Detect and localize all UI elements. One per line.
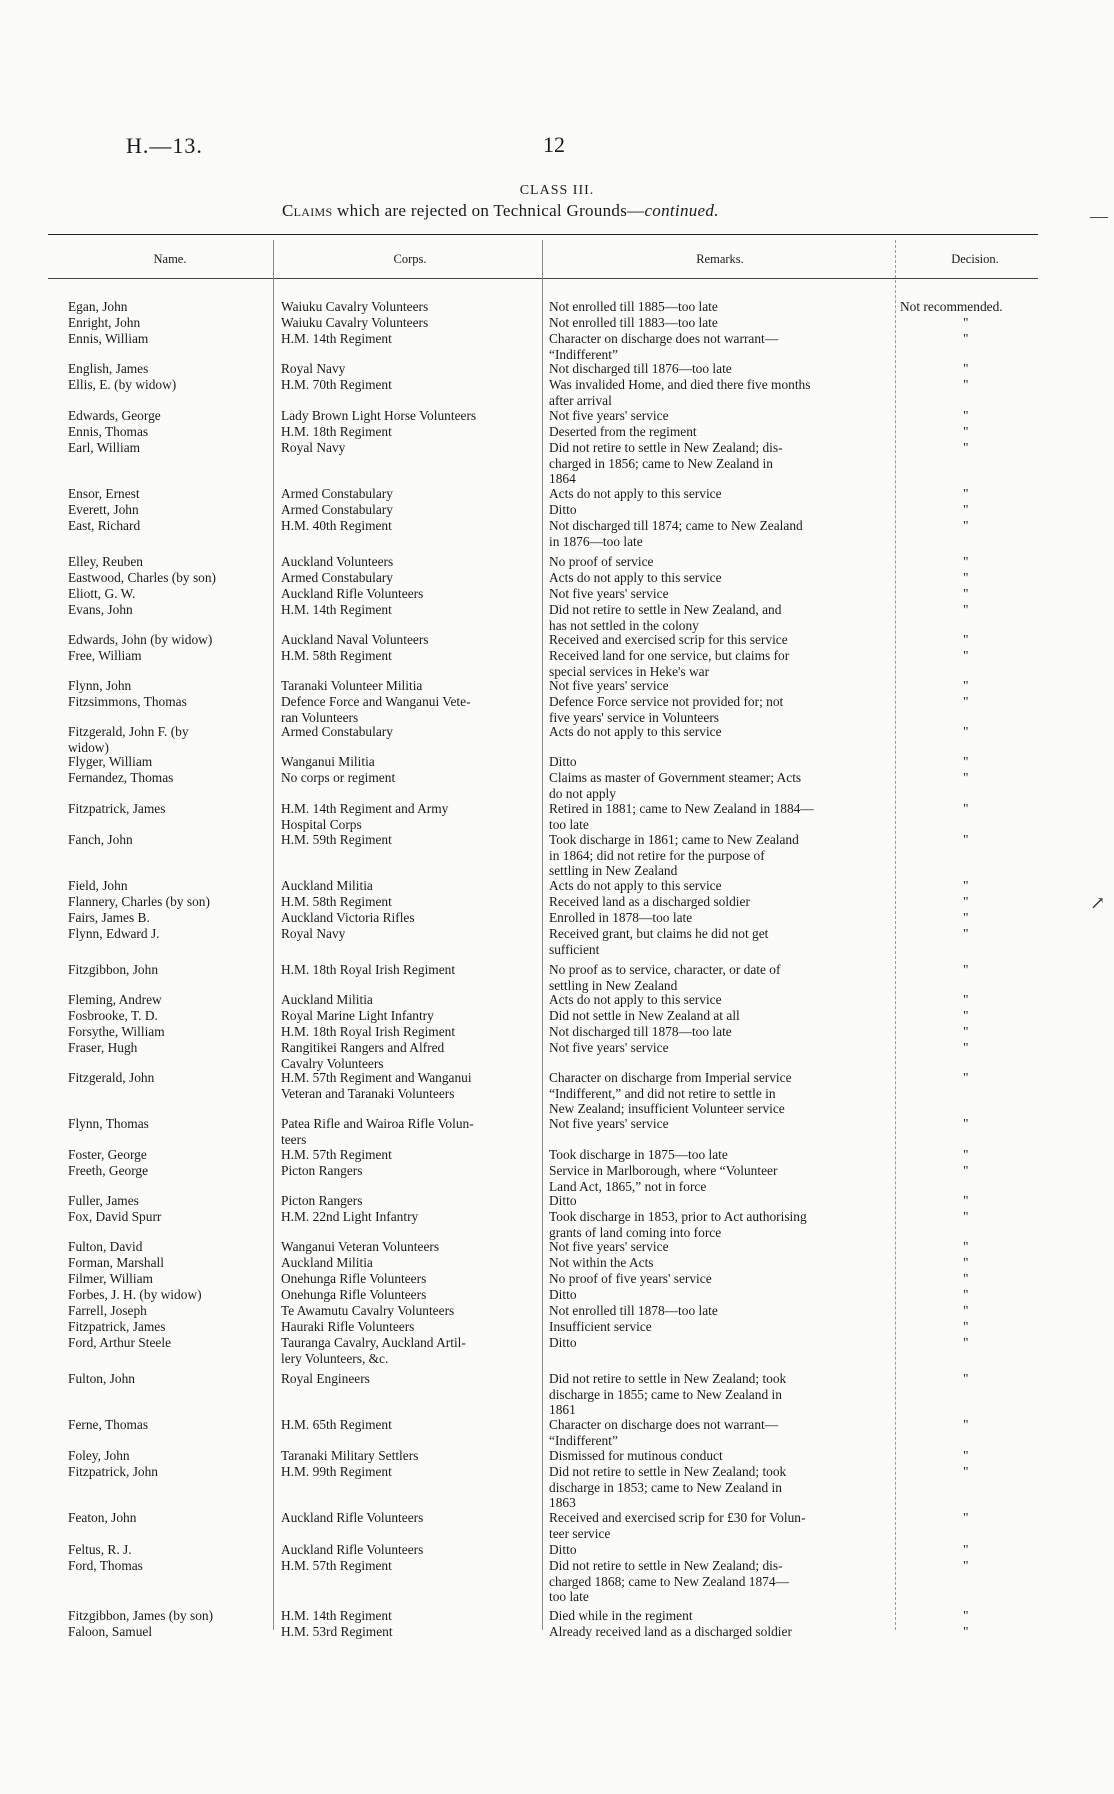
- row-decision: ": [963, 1542, 969, 1557]
- row-remarks: Deserted from the regiment: [549, 424, 697, 439]
- row-decision: ": [963, 1193, 969, 1208]
- row-name: Fitzgibbon, John: [68, 962, 159, 977]
- row-corps: H.M. 18th Royal Irish Regiment: [281, 962, 456, 977]
- row-remarks: Service in Marlborough, where “Volunteer Land Act, 1865,” not in force: [549, 1163, 778, 1194]
- row-remarks: Ditto: [549, 754, 577, 769]
- row-remarks: Acts do not apply to this service: [549, 992, 722, 1007]
- row-name: English, James: [68, 361, 149, 376]
- row-remarks: Acts do not apply to this service: [549, 878, 722, 893]
- row-name: Filmer, William: [68, 1271, 153, 1286]
- row-name: Forbes, J. H. (by widow): [68, 1287, 202, 1302]
- row-name: Ennis, William: [68, 331, 149, 346]
- row-decision: ": [963, 502, 969, 517]
- row-corps: H.M. 14th Regiment and Army Hospital Corps: [281, 801, 449, 832]
- row-remarks: Dismissed for mutinous conduct: [549, 1448, 723, 1463]
- row-decision: ": [963, 1558, 969, 1573]
- row-remarks: Did not retire to settle in New Zealand; took discharge in 1853; came to New Zealand in 1863: [549, 1464, 787, 1511]
- row-remarks: Not enrolled till 1878—too late: [549, 1303, 718, 1318]
- row-name: Fernandez, Thomas: [68, 770, 174, 785]
- row-decision: ": [963, 408, 969, 423]
- row-remarks: Defence Force service not provided for; not five years' service in Volunteers: [549, 694, 784, 725]
- row-name: Ford, Arthur Steele: [68, 1335, 172, 1350]
- row-decision: ": [963, 632, 969, 647]
- row-decision: ": [963, 1371, 969, 1386]
- row-name: Evans, John: [68, 602, 133, 617]
- row-remarks: Did not retire to settle in New Zealand; dis- charged 1868; came to New Zealand 1874— too late: [549, 1558, 789, 1605]
- row-name: Fosbrooke, T. D.: [68, 1008, 158, 1023]
- row-remarks: Claims as master of Government steamer; Acts do not apply: [549, 770, 802, 801]
- row-decision: ": [963, 1239, 969, 1254]
- row-remarks: Not five years' service: [549, 1239, 669, 1254]
- row-corps: H.M. 40th Regiment: [281, 518, 392, 533]
- row-remarks: Received grant, but claims he did not get sufficient: [549, 926, 769, 957]
- row-corps: Auckland Militia: [281, 1255, 373, 1270]
- row-remarks: Character on discharge does not warrant— “Indifferent”: [549, 331, 779, 362]
- row-decision: ": [963, 1448, 969, 1463]
- row-remarks: Did not settle in New Zealand at all: [549, 1008, 740, 1023]
- row-decision: ": [963, 1209, 969, 1224]
- row-remarks: Acts do not apply to this service: [549, 724, 722, 739]
- row-corps: Armed Constabulary: [281, 724, 393, 739]
- row-corps: Auckland Rifle Volunteers: [281, 586, 424, 601]
- row-name: Ennis, Thomas: [68, 424, 149, 439]
- row-name: Freeth, George: [68, 1163, 149, 1178]
- row-decision: ": [963, 518, 969, 533]
- row-decision: ": [963, 1163, 969, 1178]
- row-name: Everett, John: [68, 502, 139, 517]
- row-decision: ": [963, 1608, 969, 1623]
- row-decision: ": [963, 962, 969, 977]
- row-remarks: Did not retire to settle in New Zealand; took discharge in 1855; came to New Zealand in 1861: [549, 1371, 787, 1418]
- row-remarks: Acts do not apply to this service: [549, 570, 722, 585]
- row-remarks: Ditto: [549, 502, 577, 517]
- row-corps: H.M. 57th Regiment: [281, 1147, 392, 1162]
- row-corps: Auckland Militia: [281, 878, 373, 893]
- row-decision: ": [963, 832, 969, 847]
- row-name: Flannery, Charles (by son): [68, 894, 210, 909]
- row-name: East, Richard: [68, 518, 141, 533]
- row-decision: ": [963, 770, 969, 785]
- row-decision: Not recommended.: [900, 299, 1003, 314]
- row-name: Fitzpatrick, James: [68, 801, 166, 816]
- row-decision: ": [963, 1510, 969, 1525]
- row-corps: Onehunga Rifle Volunteers: [281, 1271, 427, 1286]
- row-corps: Waiuku Cavalry Volunteers: [281, 299, 429, 314]
- row-decision: ": [963, 377, 969, 392]
- row-remarks: Took discharge in 1875—too late: [549, 1147, 728, 1162]
- row-corps: Auckland Rifle Volunteers: [281, 1510, 424, 1525]
- row-remarks: Insufficient service: [549, 1319, 652, 1334]
- row-name: Edwards, George: [68, 408, 161, 423]
- row-decision: ": [963, 1464, 969, 1479]
- row-name: Forman, Marshall: [68, 1255, 164, 1270]
- row-remarks: Character on discharge does not warrant— “Indifferent”: [549, 1417, 779, 1448]
- row-decision: ": [963, 554, 969, 569]
- row-remarks: Received and exercised scrip for this service: [549, 632, 788, 647]
- row-decision: ": [963, 602, 969, 617]
- row-name: Fraser, Hugh: [68, 1040, 138, 1055]
- row-remarks: Not five years' service: [549, 1040, 669, 1055]
- row-decision: ": [963, 1147, 969, 1162]
- subtitle-continued: continued.: [644, 201, 719, 220]
- row-corps: Auckland Naval Volunteers: [281, 632, 429, 647]
- row-corps: Rangitikei Rangers and Alfred Cavalry Volunteers: [281, 1040, 445, 1071]
- row-decision: ": [963, 694, 969, 709]
- row-name: Fitzsimmons, Thomas: [68, 694, 187, 709]
- row-name: Fleming, Andrew: [68, 992, 162, 1007]
- row-name: Fuller, James: [68, 1193, 139, 1208]
- row-decision: ": [963, 440, 969, 455]
- row-name: Edwards, John (by widow): [68, 632, 213, 647]
- row-corps: Te Awamutu Cavalry Volunteers: [281, 1303, 455, 1318]
- row-name: Enright, John: [68, 315, 141, 330]
- row-name: Fairs, James B.: [68, 910, 150, 925]
- row-remarks: Retired in 1881; came to New Zealand in 1884— too late: [549, 801, 814, 832]
- row-corps: Wanganui Militia: [281, 754, 375, 769]
- row-corps: H.M. 18th Regiment: [281, 424, 392, 439]
- column-header-remarks: Remarks.: [696, 252, 744, 266]
- row-corps: Waiuku Cavalry Volunteers: [281, 315, 429, 330]
- row-name: Egan, John: [68, 299, 128, 314]
- row-corps: H.M. 57th Regiment: [281, 1558, 392, 1573]
- row-corps: Picton Rangers: [281, 1163, 363, 1178]
- row-name: Feltus, R. J.: [68, 1542, 132, 1557]
- page-reference: H.—13.: [126, 133, 203, 158]
- row-decision: ": [963, 878, 969, 893]
- row-remarks: No proof of five years' service: [549, 1271, 712, 1286]
- row-name: Eastwood, Charles (by son): [68, 570, 217, 585]
- row-name: Featon, John: [68, 1510, 137, 1525]
- row-remarks: Ditto: [549, 1335, 577, 1350]
- row-corps: Auckland Volunteers: [281, 554, 394, 569]
- row-corps: Royal Marine Light Infantry: [281, 1008, 434, 1023]
- row-corps: Auckland Rifle Volunteers: [281, 1542, 424, 1557]
- row-name: Fitzpatrick, James: [68, 1319, 166, 1334]
- row-corps: H.M. 70th Regiment: [281, 377, 392, 392]
- row-remarks: Not discharged till 1876—too late: [549, 361, 732, 376]
- row-decision: ": [963, 1319, 969, 1334]
- page-number: 12: [543, 132, 565, 157]
- row-decision: ": [963, 678, 969, 693]
- row-decision: ": [963, 910, 969, 925]
- row-name: Field, John: [68, 878, 128, 893]
- row-name: Fitzgerald, John: [68, 1070, 155, 1085]
- row-remarks: Not discharged till 1874; came to New Zealand in 1876—too late: [549, 518, 803, 549]
- row-decision: ": [963, 992, 969, 1007]
- row-corps: Taranaki Volunteer Militia: [281, 678, 423, 693]
- row-remarks: Received and exercised scrip for £30 for Volun- teer service: [549, 1510, 806, 1541]
- row-remarks: Ditto: [549, 1542, 577, 1557]
- row-decision: ": [963, 1271, 969, 1286]
- column-header-decision: Decision.: [951, 252, 999, 266]
- row-name: Forsythe, William: [68, 1024, 165, 1039]
- row-name: Free, William: [68, 648, 142, 663]
- row-decision: ": [963, 724, 969, 739]
- row-decision: ": [963, 570, 969, 585]
- row-remarks: Received land for one service, but claims for special services in Heke's war: [549, 648, 790, 679]
- row-corps: Onehunga Rifle Volunteers: [281, 1287, 427, 1302]
- row-remarks: Not enrolled till 1885—too late: [549, 299, 718, 314]
- row-decision: ": [963, 1116, 969, 1131]
- row-decision: ": [963, 801, 969, 816]
- row-corps: H.M. 14th Regiment: [281, 331, 392, 346]
- row-decision: ": [963, 361, 969, 376]
- row-name: Flynn, Thomas: [68, 1116, 149, 1131]
- row-corps: Tauranga Cavalry, Auckland Artil- lery Volunteers, &c.: [281, 1335, 466, 1366]
- row-corps: H.M. 65th Regiment: [281, 1417, 392, 1432]
- subtitle-body: which are rejected on Technical Grounds—: [332, 201, 645, 220]
- row-corps: H.M. 57th Regiment and Wanganui Veteran and Taranaki Volunteers: [281, 1070, 472, 1101]
- row-decision: ": [963, 926, 969, 941]
- row-name: Earl, William: [68, 440, 141, 455]
- row-name: Fitzpatrick, John: [68, 1464, 159, 1479]
- row-name: Farrell, Joseph: [68, 1303, 147, 1318]
- row-remarks: Character on discharge from Imperial service “Indifferent,” and did not retire to settle in New Zealand; insufficient Volunteer service: [549, 1070, 792, 1117]
- row-corps: Picton Rangers: [281, 1193, 363, 1208]
- row-corps: Royal Navy: [281, 361, 346, 376]
- row-remarks: Did not retire to settle in New Zealand, and has not settled in the colony: [549, 602, 782, 633]
- row-name: Flyger, William: [68, 754, 153, 769]
- row-decision: ": [963, 331, 969, 346]
- row-decision: ": [963, 1335, 969, 1350]
- row-name: Fitzgerald, John F. (by widow): [68, 724, 189, 755]
- row-decision: ": [963, 315, 969, 330]
- row-decision: ": [963, 586, 969, 601]
- row-corps: H.M. 53rd Regiment: [281, 1624, 393, 1639]
- column-header-corps: Corps.: [393, 252, 427, 266]
- row-corps: H.M. 18th Royal Irish Regiment: [281, 1024, 456, 1039]
- row-name: Ferne, Thomas: [68, 1417, 149, 1432]
- class-heading: CLASS III.: [519, 183, 595, 198]
- row-corps: Royal Navy: [281, 440, 346, 455]
- row-remarks: Not within the Acts: [549, 1255, 654, 1270]
- row-corps: Armed Constabulary: [281, 570, 393, 585]
- row-decision: ": [963, 424, 969, 439]
- row-corps: H.M. 58th Regiment: [281, 648, 392, 663]
- page-edge-mark: ↗: [1090, 893, 1106, 913]
- row-corps: H.M. 99th Regiment: [281, 1464, 392, 1479]
- row-name: Ford, Thomas: [68, 1558, 143, 1573]
- row-corps: H.M. 22nd Light Infantry: [281, 1209, 419, 1224]
- row-decision: ": [963, 1008, 969, 1023]
- row-corps: Armed Constabulary: [281, 486, 393, 501]
- row-name: Ellis, E. (by widow): [68, 377, 177, 392]
- row-decision: ": [963, 754, 969, 769]
- row-remarks: Not five years' service: [549, 408, 669, 423]
- row-remarks: Already received land as a discharged soldier: [549, 1624, 792, 1639]
- row-decision: ": [963, 1303, 969, 1318]
- row-corps: Taranaki Military Settlers: [281, 1448, 419, 1463]
- column-header-name: Name.: [153, 252, 187, 266]
- row-corps: No corps or regiment: [281, 770, 396, 785]
- row-remarks: Received land as a discharged soldier: [549, 894, 750, 909]
- row-remarks: Took discharge in 1861; came to New Zealand in 1864; did not retire for the purpose of settling in New Zealand: [549, 832, 799, 879]
- row-corps: Royal Navy: [281, 926, 346, 941]
- row-remarks: No proof as to service, character, or date of settling in New Zealand: [549, 962, 781, 993]
- subtitle-lead: Claims: [282, 201, 333, 220]
- row-decision: ": [963, 1040, 969, 1055]
- row-remarks: Acts do not apply to this service: [549, 486, 722, 501]
- row-decision: ": [963, 1287, 969, 1302]
- row-name: Fox, David Spurr: [68, 1209, 162, 1224]
- row-name: Faloon, Samuel: [68, 1624, 153, 1639]
- row-remarks: Enrolled in 1878—too late: [549, 910, 693, 925]
- row-corps: Armed Constabulary: [281, 502, 393, 517]
- row-corps: H.M. 14th Regiment: [281, 1608, 392, 1623]
- row-corps: Patea Rifle and Wairoa Rifle Volun- teers: [281, 1116, 474, 1147]
- row-remarks: Not five years' service: [549, 586, 669, 601]
- row-corps: Auckland Militia: [281, 992, 373, 1007]
- page-edge-mark: —: [1090, 206, 1108, 226]
- row-decision: ": [963, 1024, 969, 1039]
- row-remarks: Died while in the regiment: [549, 1608, 693, 1623]
- row-decision: ": [963, 894, 969, 909]
- row-name: Flynn, Edward J.: [68, 926, 160, 941]
- row-corps: H.M. 59th Regiment: [281, 832, 392, 847]
- row-name: Foley, John: [68, 1448, 130, 1463]
- row-remarks: Ditto: [549, 1193, 577, 1208]
- row-corps: H.M. 58th Regiment: [281, 894, 392, 909]
- row-remarks: Ditto: [549, 1287, 577, 1302]
- row-corps: Auckland Victoria Rifles: [281, 910, 415, 925]
- row-remarks: No proof of service: [549, 554, 654, 569]
- row-corps: Hauraki Rifle Volunteers: [281, 1319, 415, 1334]
- row-decision: ": [963, 648, 969, 663]
- row-corps: Wanganui Veteran Volunteers: [281, 1239, 440, 1254]
- row-decision: ": [963, 486, 969, 501]
- row-remarks: Not discharged till 1878—too late: [549, 1024, 732, 1039]
- row-name: Flynn, John: [68, 678, 132, 693]
- row-corps: Royal Engineers: [281, 1371, 370, 1386]
- row-name: Fulton, David: [68, 1239, 143, 1254]
- row-corps: Defence Force and Wanganui Vete- ran Volunteers: [281, 694, 471, 725]
- row-name: Elley, Reuben: [68, 554, 143, 569]
- row-remarks: Not enrolled till 1883—too late: [549, 315, 718, 330]
- row-name: Foster, George: [68, 1147, 147, 1162]
- row-remarks: Not five years' service: [549, 678, 669, 693]
- row-decision: ": [963, 1255, 969, 1270]
- row-remarks: Took discharge in 1853, prior to Act authorising grants of land coming into force: [549, 1209, 807, 1240]
- row-decision: ": [963, 1417, 969, 1432]
- row-decision: ": [963, 1624, 969, 1639]
- row-corps: H.M. 14th Regiment: [281, 602, 392, 617]
- row-decision: ": [963, 1070, 969, 1085]
- row-name: Fanch, John: [68, 832, 133, 847]
- row-remarks: Did not retire to settle in New Zealand; dis- charged in 1856; came to New Zealand in 1864: [549, 440, 783, 487]
- row-remarks: Not five years' service: [549, 1116, 669, 1131]
- row-name: Ensor, Ernest: [68, 486, 140, 501]
- row-name: Eliott, G. W.: [68, 586, 136, 601]
- row-name: Fitzgibbon, James (by son): [68, 1608, 214, 1623]
- row-remarks: Was invalided Home, and died there five months after arrival: [549, 377, 811, 408]
- row-name: Fulton, John: [68, 1371, 135, 1386]
- row-corps: Lady Brown Light Horse Volunteers: [281, 408, 477, 423]
